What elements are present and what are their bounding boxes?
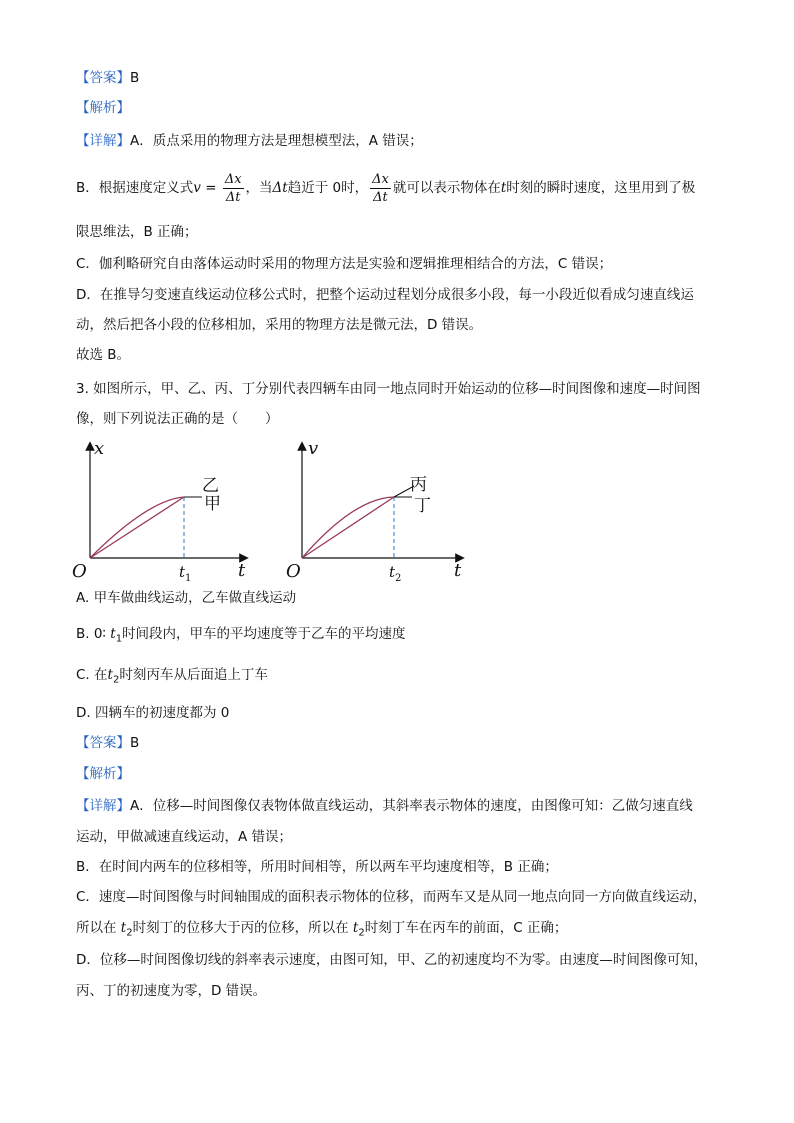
g2-label-bing: 丙 bbox=[410, 475, 427, 495]
q3-c2-t: t bbox=[120, 920, 127, 936]
g1-x-label: t bbox=[238, 560, 246, 581]
q3-option-b bbox=[76, 624, 406, 650]
g2-tick-t2: $t_2$ bbox=[389, 563, 402, 582]
q3-opt-b-pre: B. 0∶ bbox=[76, 626, 111, 642]
q2-b-frac-den: Δt bbox=[225, 189, 241, 205]
q3-answer-line bbox=[76, 733, 139, 753]
q3-opt-c-t: t bbox=[107, 667, 113, 683]
g1-tick-t1: $t_1$ bbox=[179, 563, 192, 582]
q2-explanation-b-cont: 限思维法，B 正确； bbox=[76, 224, 198, 240]
g2-y-label: v bbox=[308, 438, 319, 459]
q2-b-post: 时刻的瞬时速度，这里用到了极 bbox=[506, 180, 696, 196]
q2-b-frac2-den: Δt bbox=[373, 189, 388, 205]
q2-explanation-b bbox=[76, 170, 695, 206]
q2-explanation-a bbox=[76, 131, 423, 151]
q3-explanation-d1: D．位移—时间图像切线的斜率表示速度，由图可知，甲、乙的初速度均不为零。由速度—时间图像可知， bbox=[76, 952, 708, 968]
q3-c2-post: 时刻丁车在丙车的前面，C 正确； bbox=[364, 920, 568, 936]
q2-b-frac-num: Δx bbox=[224, 171, 242, 187]
q3-opt-b-sub: 1 bbox=[115, 633, 123, 645]
q2-explanation-d2: 动，然后把各小段的位移相加，采用的物理方法是微元法，D 错误。 bbox=[76, 317, 483, 333]
q2-explanation-c: C．伽利略研究自由落体运动时采用的物理方法是实验和逻辑推理相结合的方法，C 错误； bbox=[76, 256, 613, 272]
q3-explanation-a1 bbox=[76, 796, 693, 816]
q3-answer-tag: 【答案】 bbox=[76, 735, 130, 751]
g1-origin: O bbox=[72, 561, 87, 582]
q3-detail-tag: 【详解】 bbox=[76, 798, 130, 814]
g1-label-jia: 甲 bbox=[204, 494, 221, 514]
q2-conclusion: 故选 B。 bbox=[76, 347, 131, 363]
g2-origin: O bbox=[286, 561, 301, 582]
q3-opt-c-pre: C. 在 bbox=[76, 667, 108, 683]
g2-x-label: t bbox=[454, 560, 462, 581]
g1-y-label: x bbox=[94, 438, 105, 459]
q3-c2-pre: 所以在 bbox=[76, 920, 121, 936]
q2-b-fraction-2 bbox=[370, 171, 391, 206]
q3-opt-b-t: t bbox=[110, 626, 116, 642]
q3-explanation-d2: 丙、丁的初速度为零，D 错误。 bbox=[76, 983, 267, 999]
q3-option-c bbox=[76, 665, 268, 691]
q3-text-a1: A．位移—时间图像仅表物体做直线运动，其斜率表示物体的速度，由图像可知：乙做匀速直线 bbox=[130, 798, 693, 814]
q2-b-fraction bbox=[223, 171, 244, 206]
q3-explanation-c1: C．速度—时间图像与时间轴围成的面积表示物体的位移，而两车又是从同一地点向同一方向做直线运动， bbox=[76, 889, 707, 905]
q2-b-t: t bbox=[500, 180, 507, 196]
q3-opt-c-post: 时刻丙车从后面追上丁车 bbox=[119, 667, 268, 683]
q3-c2-sub: 2 bbox=[126, 927, 133, 939]
q3-opt-b-post: 时间段内，甲车的平均速度等于乙车的平均速度 bbox=[122, 626, 406, 642]
g2-label-ding: 丁 bbox=[414, 496, 431, 516]
q2-analysis-tag: 【解析】 bbox=[76, 100, 130, 116]
q2-detail-tag: 【详解】 bbox=[76, 133, 130, 149]
q3-c2-mid: 时刻丁的位移大于丙的位移，所以在 bbox=[132, 920, 353, 936]
q2-explanation-d1: D．在推导匀变速直线运动位移公式时，把整个运动过程划分成很多小段，每一小段近似看成匀速直线运 bbox=[76, 287, 694, 303]
q3-graph-velocity-time bbox=[282, 434, 472, 582]
q3-c2-t2: t bbox=[352, 920, 359, 936]
q3-explanation-a2: 运动，甲做减速直线运动，A 错误； bbox=[76, 829, 293, 845]
q2-b-dt: Δt bbox=[272, 180, 288, 196]
q2-answer-tag: 【答案】 bbox=[76, 70, 130, 86]
g1-label-yi: 乙 bbox=[202, 476, 219, 496]
q3-answer-value: B bbox=[130, 735, 140, 751]
q3-option-d: D. 四辆车的初速度都为 0 bbox=[76, 705, 230, 721]
q3-c2-sub2: 2 bbox=[358, 927, 365, 939]
q3-option-a: A. 甲车做曲线运动，乙车做直线运动 bbox=[76, 590, 297, 606]
q2-b-mid1: ，当 bbox=[245, 180, 273, 196]
q2-text-a: A．质点采用的物理方法是理想模型法，A 错误； bbox=[130, 133, 423, 149]
q2-answer-line bbox=[76, 68, 139, 88]
q3-explanation-b: B．在时间内两车的位移相等，所用时间相等，所以两车平均速度相等，B 正确； bbox=[76, 859, 558, 875]
q2-b-frac2-num: Δx bbox=[372, 171, 389, 187]
q2-b-eq: = bbox=[200, 180, 221, 196]
q3-opt-c-sub: 2 bbox=[112, 674, 120, 686]
q2-b-mid3: 就可以表示物体在 bbox=[392, 180, 501, 196]
q3-explanation-c2 bbox=[76, 918, 567, 944]
q2-b-v: v bbox=[193, 180, 201, 196]
q3-stem-line2: 像，则下列说法正确的是（ ） bbox=[76, 411, 279, 427]
g2-line-ding bbox=[302, 497, 394, 558]
g1-line-jia bbox=[90, 497, 184, 558]
q3-stem-line1: 3. 如图所示，甲、乙、丙、丁分别代表四辆车由同一地点同时开始运动的位移—时间图像和速度—时间图 bbox=[76, 381, 701, 397]
q3-graph-displacement-time bbox=[68, 434, 258, 582]
q3-analysis-tag: 【解析】 bbox=[76, 766, 130, 782]
q2-b-pre: B．根据速度定义式 bbox=[76, 180, 194, 196]
q2-b-mid2: 趋近于 0时， bbox=[287, 180, 369, 196]
q2-answer-value: B bbox=[130, 70, 140, 86]
